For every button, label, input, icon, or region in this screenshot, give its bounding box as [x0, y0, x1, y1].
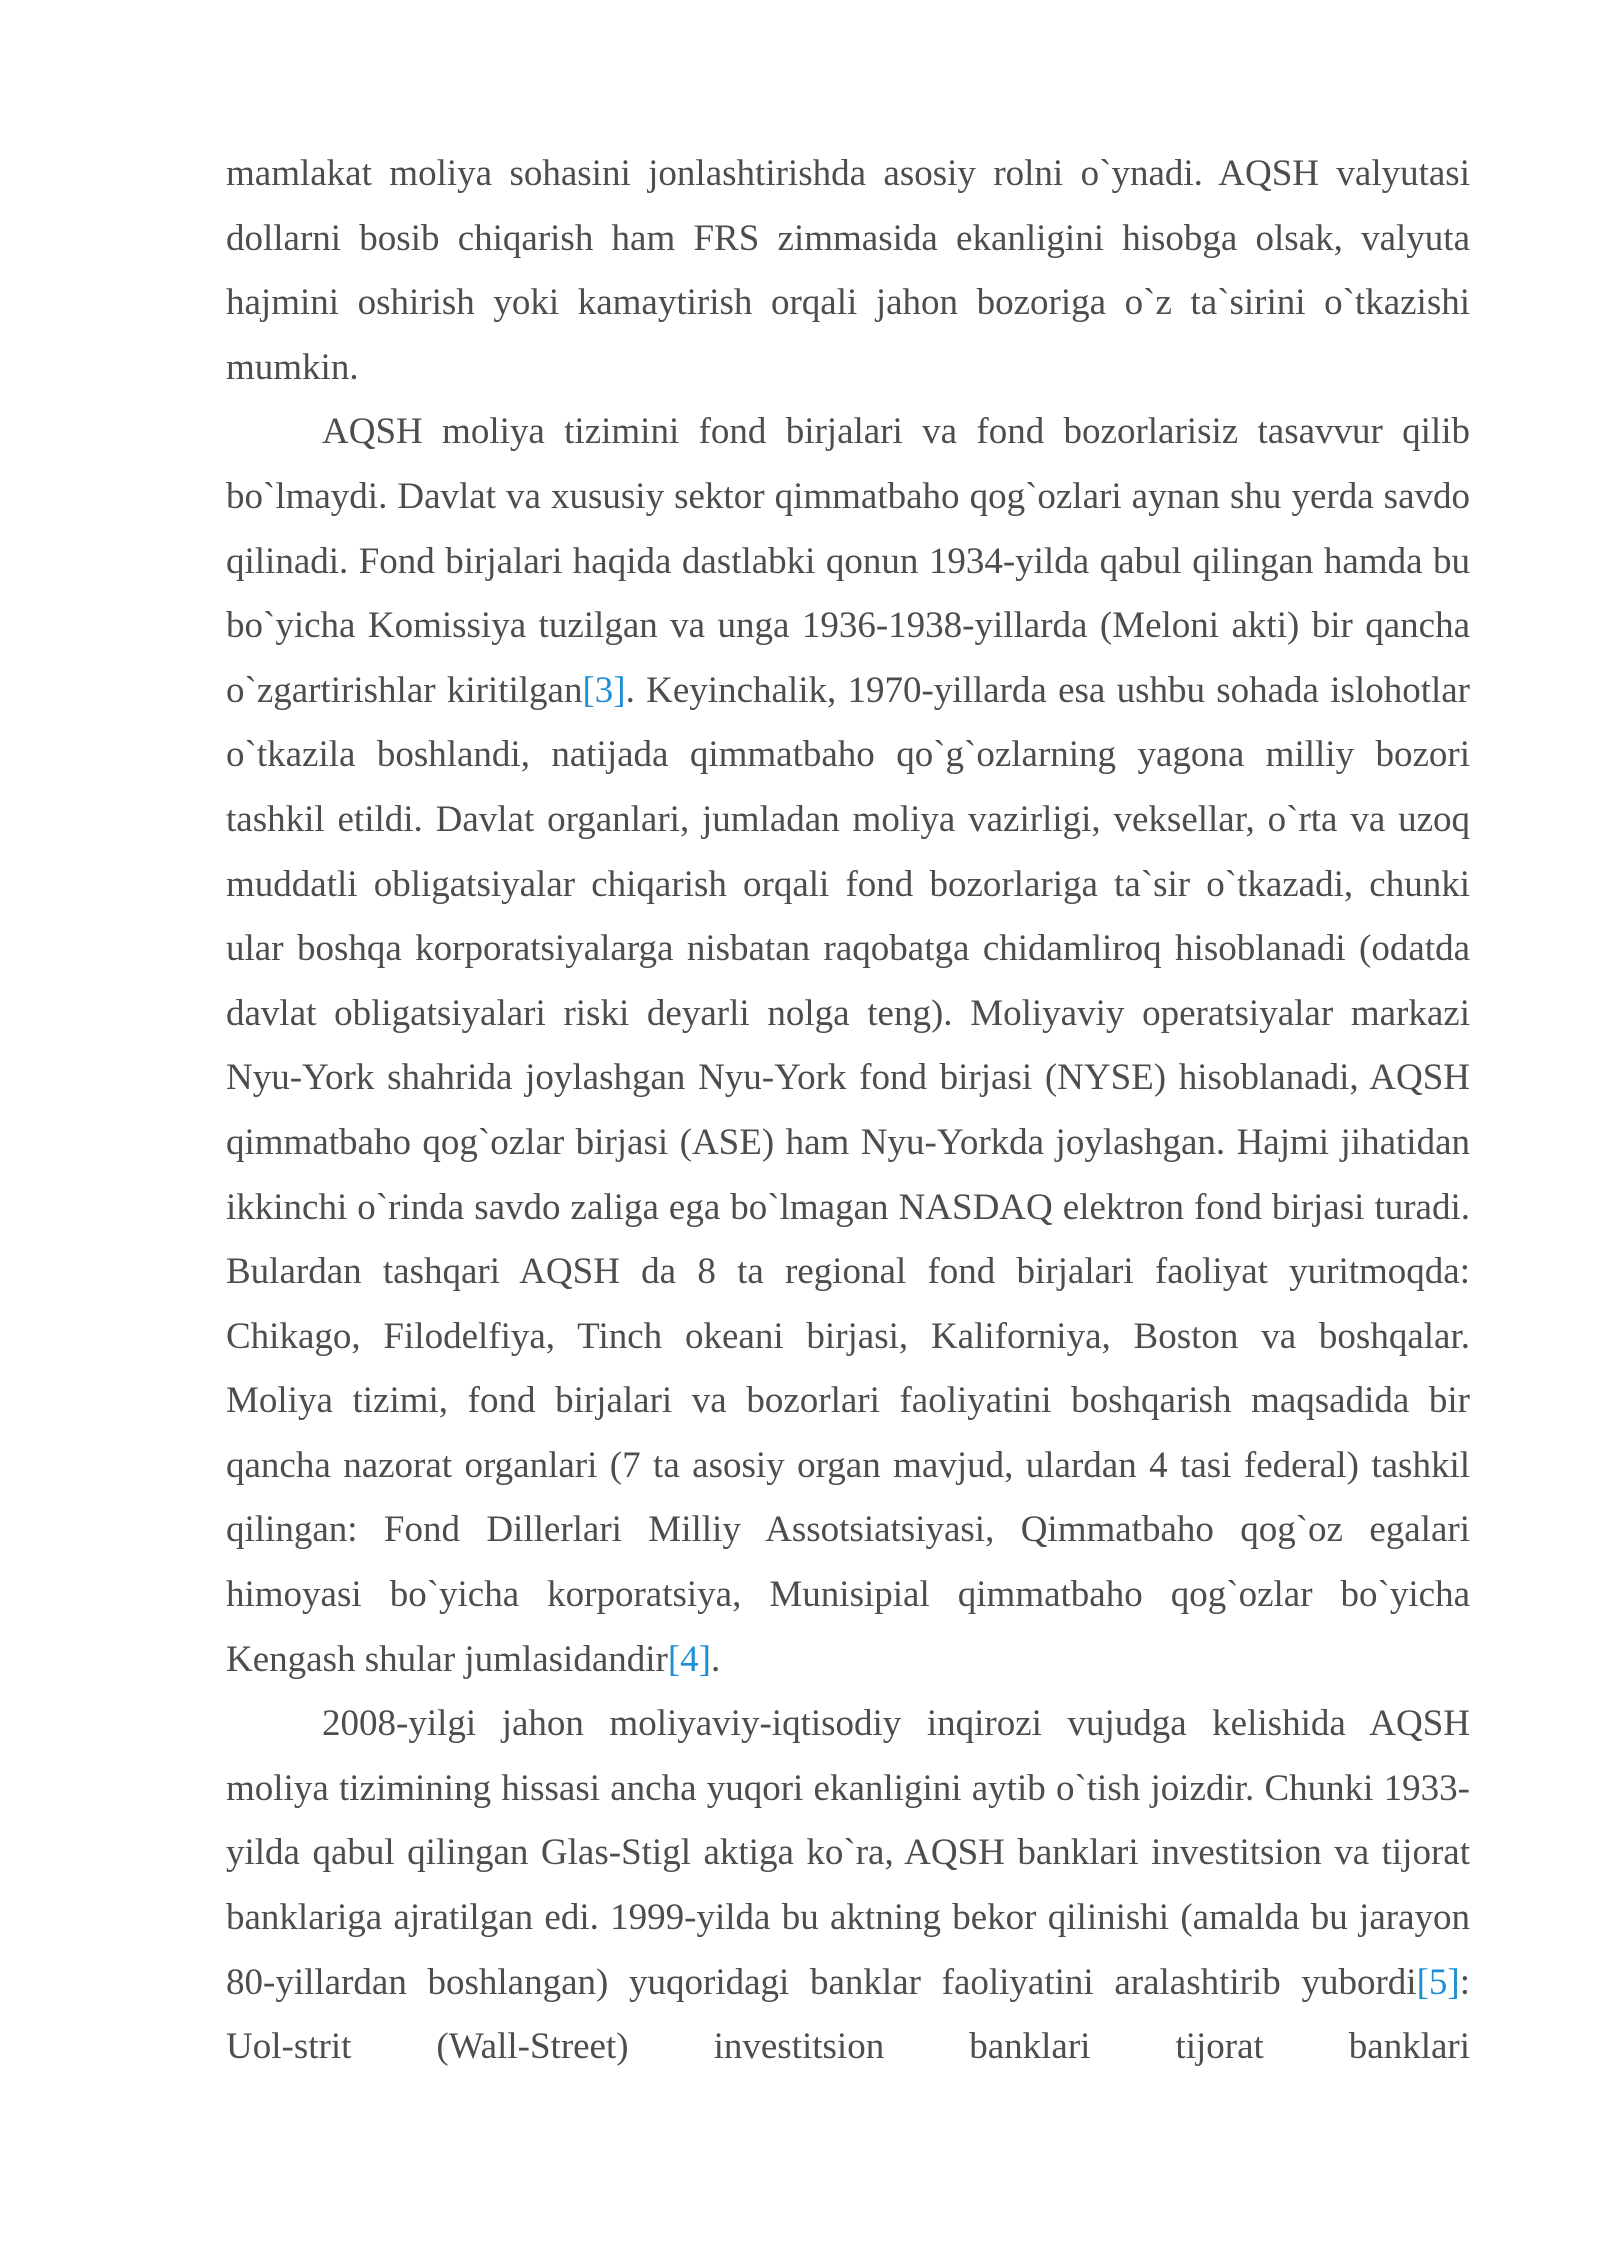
paragraph-2-text-b: . Keyinchalik, 1970-yillarda esa ushbu sohada islohotlar o`tkazila boshlandi, natijada qimmatbaho qo`g`ozlarning yagona milliy bozori tashkil etildi. Davlat organlari, jumladan moliya vazirligi, veksellar, o`rta va uzoq muddatli obligatsiyalar chiqarish orqali fond bozorlariga ta`sir o`tkazadi, chunki ular boshqa korporatsiyalarga nisbatan raqobatga chidamliroq hisoblanadi (odatda davlat obligatsiyalari riski deyarli nolga teng). Moliyaviy operatsiyalar markazi Nyu-York shahrida joylashgan Nyu-York fond birjasi (NYSE) hisoblanadi, AQSH qimmatbaho qog`ozlar birjasi (ASE) ham Nyu-Yorkda joylashgan. Hajmi jihatidan ikkinchi o`rinda savdo zaliga ega bo`lmagan NASDAQ elektron fond birjasi turadi. Bulardan tashqari AQSH da 8 ta regional fond birjalari faoliyat yuritmoqda: Chikago, Filodelfiya, Tinch okeani birjasi, Kaliforniya, Boston va boshqalar. Moliya tizimi, fond birjalari va bozorlari faoliyatini boshqarish maqsadida bir qancha nazorat organlari (7 ta asosiy organ mavjud, ulardan 4 tasi federal) tashkil qilingan: Fond Dillerlari Milliy Assotsiatsiyasi, Qimmatbaho qog`oz egalari himoyasi bo`yicha korporatsiya, Munisipial qimmatbaho qog`ozlar bo`yicha Kengash shular jumlasidandir [226, 669, 1470, 1680]
paragraph-1 [226, 142, 1470, 400]
reference-link-4[interactable]: [4] [667, 1638, 712, 1680]
paragraph-3-text-a: 2008-yilgi jahon moliyaviy-iqtisodiy inqirozi vujudga kelishida AQSH moliya tizimining hissasi ancha yuqori ekanligini aytib o`tish joizdir. Chunki 1933-yilda qabul qilingan Glas-Stigl aktiga ko`ra, AQSH banklari investitsion va tijorat banklariga ajratilgan edi. 1999-yilda bu aktning bekor qilinishi (amalda bu jarayon 80-yillardan boshlangan) yuqoridagi banklar faoliyatini aralashtirib yubordi [226, 1703, 1470, 2003]
reference-link-3[interactable]: [3] [582, 669, 626, 711]
paragraph-2 [226, 400, 1470, 1692]
paragraph-2-text-c: . [711, 1638, 721, 1680]
document-page [226, 142, 1470, 2080]
paragraph-3 [226, 1692, 1470, 2080]
paragraph-1-text: mamlakat moliya sohasini jonlashtirishda asosiy rolni o`ynadi. AQSH valyutasi dollarni bosib chiqarish ham FRS zimmasida ekanligini hisobga olsak, valyuta hajmini oshirish yoki kamaytirish orqali jahon bozoriga o`z ta`sirini o`tkazishi mumkin. [226, 153, 1470, 388]
paragraph-3-text-b: : Uol-strit (Wall-Street) investitsion banklari tijorat banklari [226, 1961, 1470, 2068]
paragraph-2-text-a: AQSH moliya tizimini fond birjalari va fond bozorlarisiz tasavvur qilib bo`lmaydi. Davlat va xususiy sektor qimmatbaho qog`ozlari aynan shu yerda savdo qilinadi. Fond birjalari haqida dastlabki qonun 1934-yilda qabul qilingan hamda bu bo`yicha Komissiya tuzilgan va unga 1936-1938-yillarda (Meloni akti) bir qancha o`zgartirishlar kiritilgan [226, 411, 1470, 711]
reference-link-5[interactable]: [5] [1416, 1961, 1460, 2003]
